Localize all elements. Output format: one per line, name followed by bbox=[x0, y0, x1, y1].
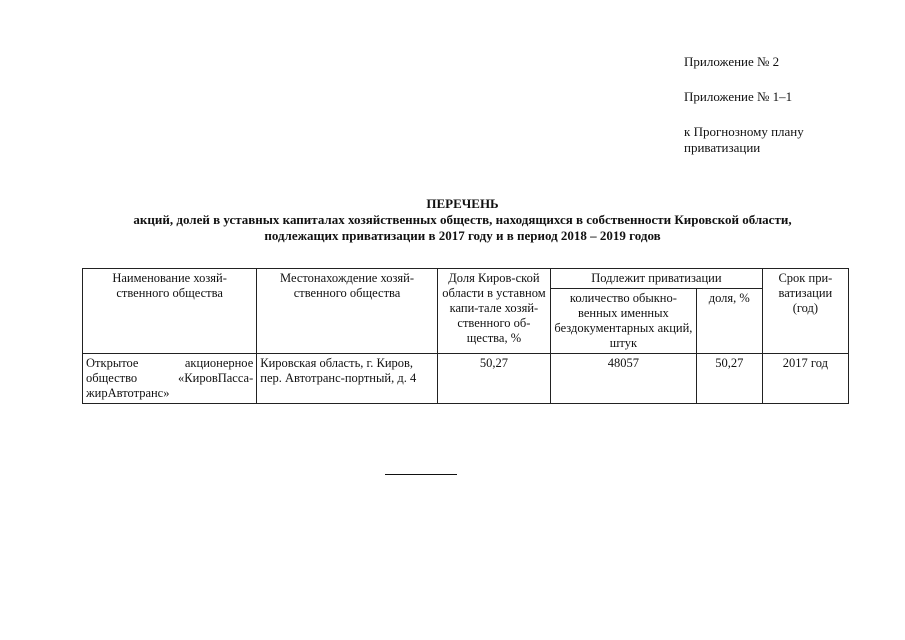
title-heading: ПЕРЕЧЕНЬ bbox=[426, 196, 499, 211]
privatization-table bbox=[82, 268, 849, 404]
header-fraction: доля, % bbox=[696, 289, 762, 354]
title-subtitle-line1: акций, долей в уставных капиталах хозяйственных обществ, находящихся в собственности Кировской области, bbox=[133, 212, 792, 227]
header-subject: Подлежит приватизации bbox=[551, 269, 763, 289]
document-title bbox=[40, 196, 885, 244]
title-subtitle-line2: подлежащих приватизации в 2017 году и в период 2018 – 2019 годов bbox=[264, 228, 661, 243]
cell-quantity: 48057 bbox=[551, 354, 697, 404]
header-share: Доля Киров-ской области в уставном капи-тале хозяй-ственного об-щества, % bbox=[437, 269, 550, 354]
cell-name: Открытое акционерное общество «КировПасса-жирАвтотранс» bbox=[83, 354, 257, 404]
closing-separator-line bbox=[385, 474, 457, 475]
header-quantity: количество обыкно-венных именных бездокументарных акций, штук bbox=[551, 289, 697, 354]
appendix-number: Приложение № 2 bbox=[684, 54, 780, 69]
cell-location: Кировская область, г. Киров, пер. Автотранс-портный, д. 4 bbox=[257, 354, 438, 404]
header-term: Срок при-ватизации (год) bbox=[762, 269, 848, 354]
header-name: Наименование хозяй-ственного общества bbox=[83, 269, 257, 354]
table-row bbox=[83, 354, 849, 404]
appendix-reference: к Прогнозному плану приватизации bbox=[684, 124, 804, 155]
cell-share: 50,27 bbox=[437, 354, 550, 404]
appendix-subnumber: Приложение № 1–1 bbox=[684, 89, 793, 104]
header-location: Местонахождение хозяй-ственного общества bbox=[257, 269, 438, 354]
header-row bbox=[83, 269, 849, 289]
cell-term: 2017 год bbox=[762, 354, 848, 404]
cell-fraction: 50,27 bbox=[696, 354, 762, 404]
